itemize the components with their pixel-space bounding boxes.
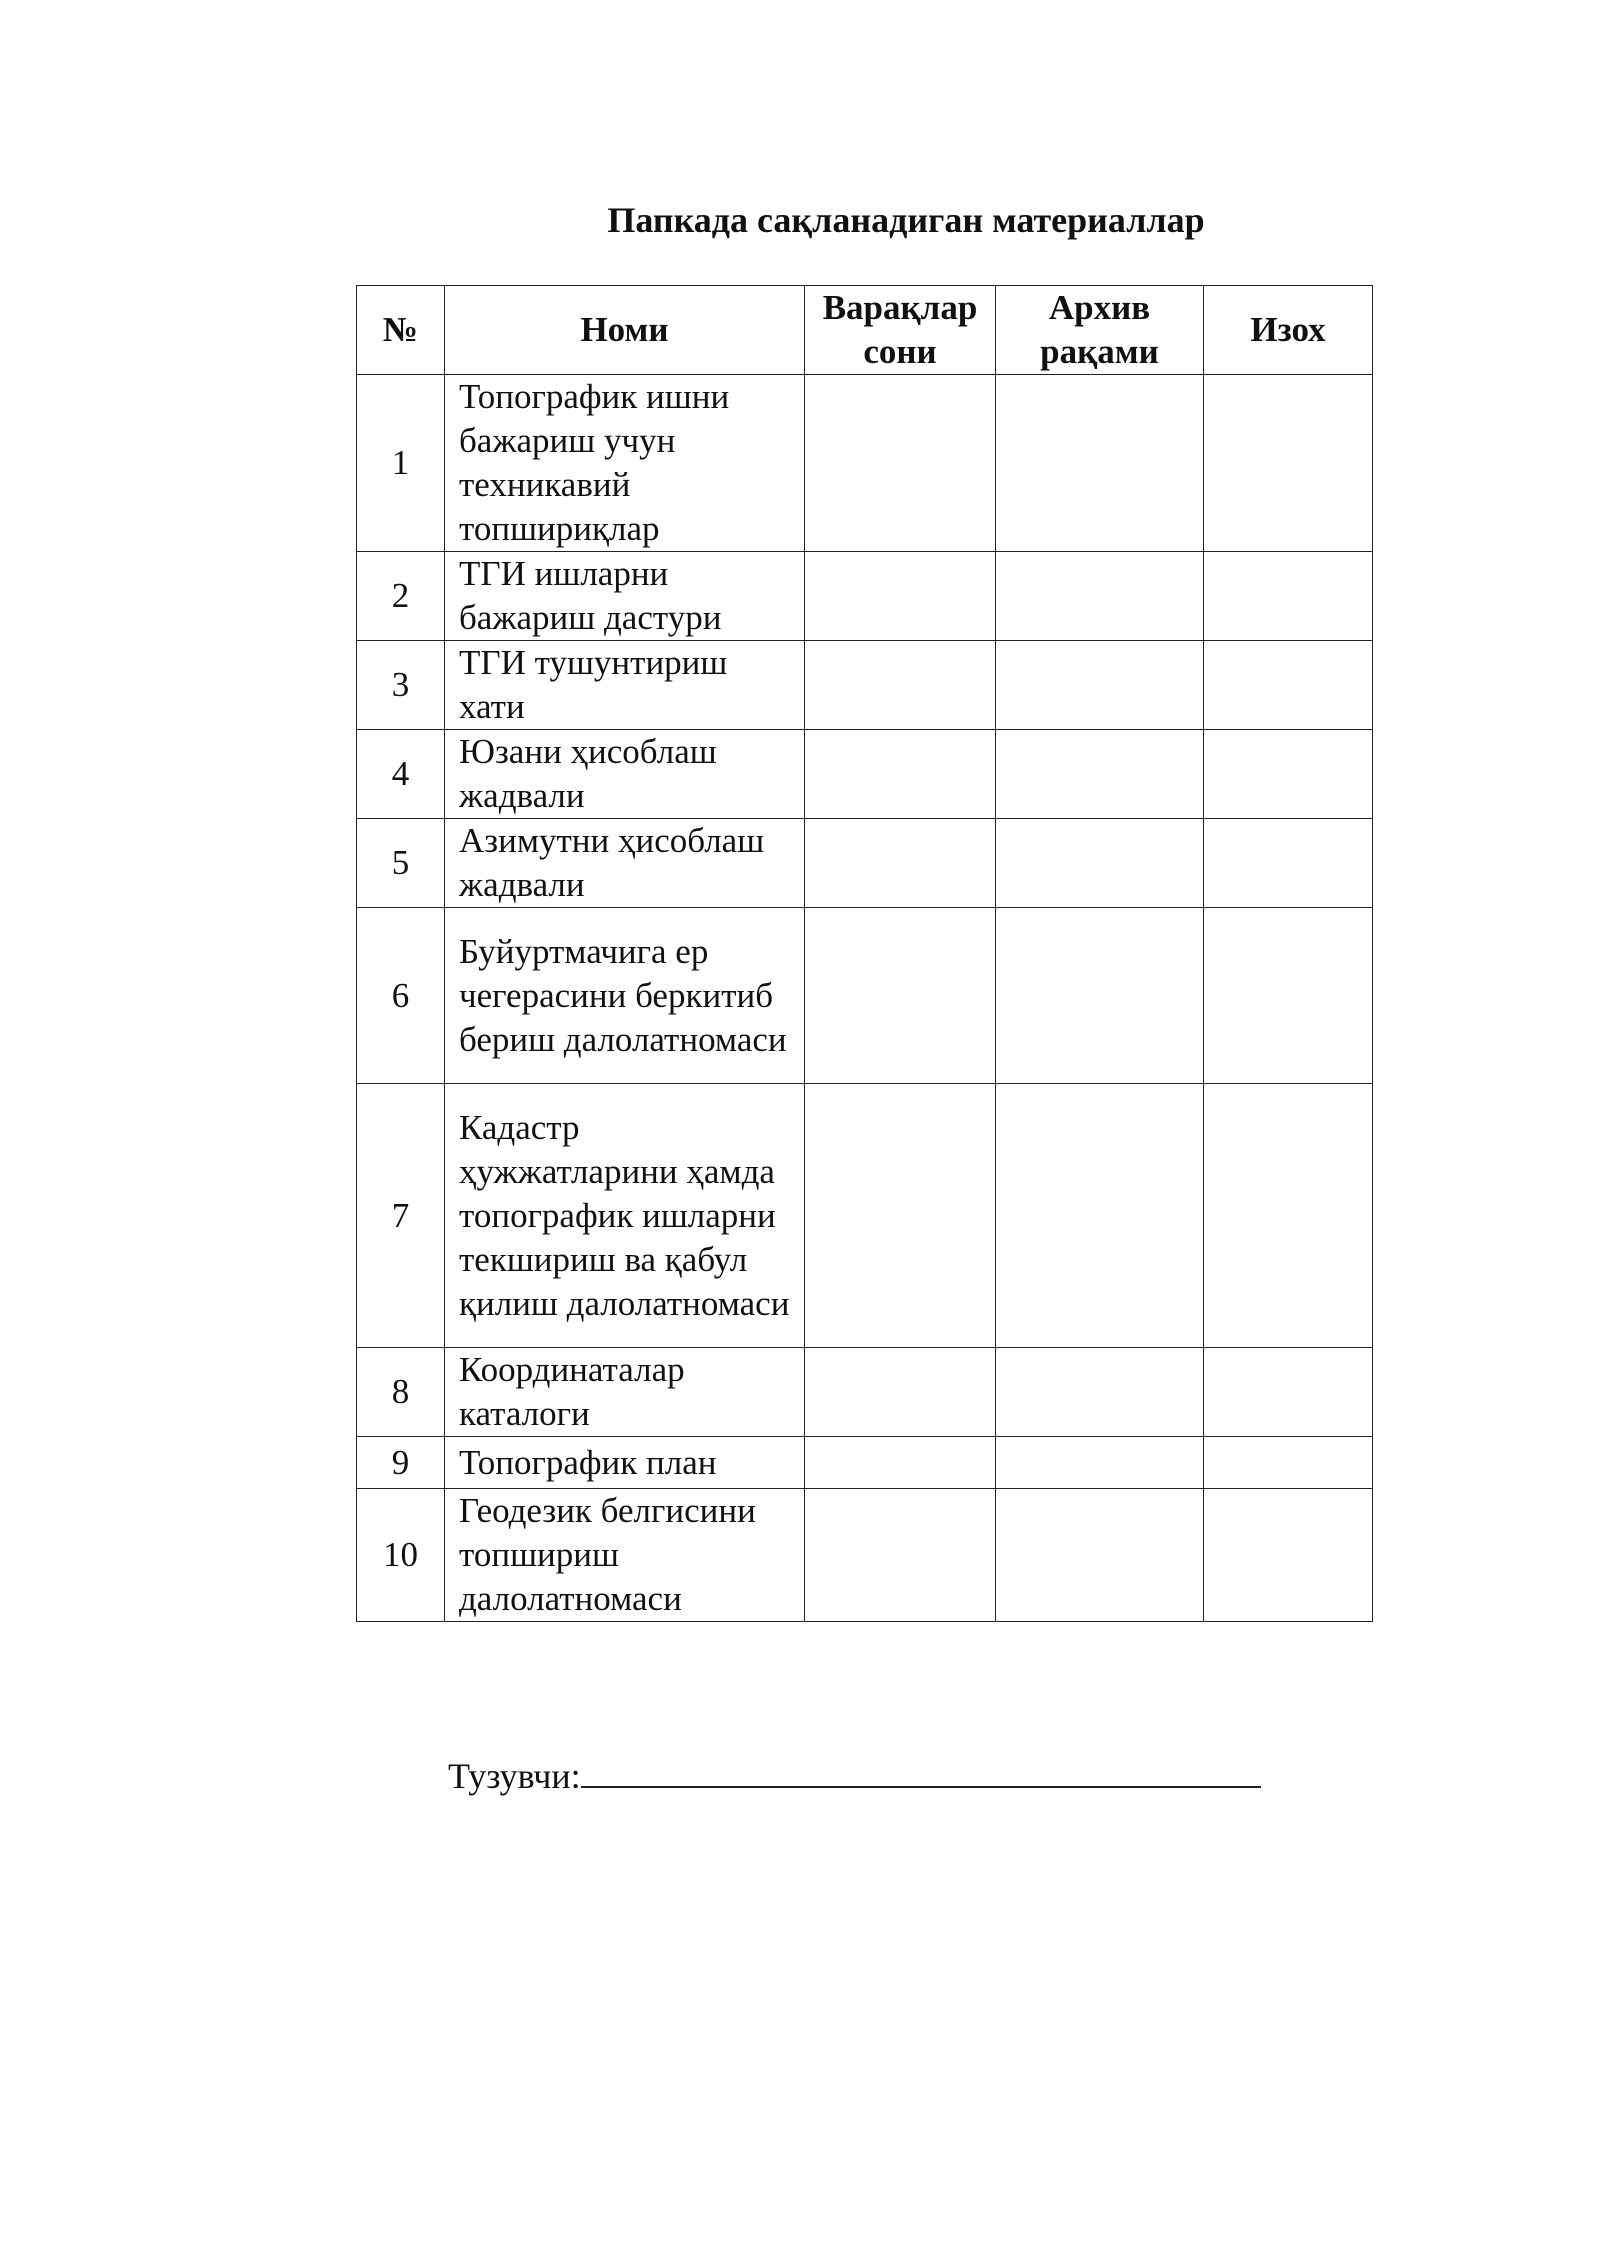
row-archive-cell: [996, 1084, 1204, 1348]
column-header-note: Изох: [1204, 286, 1373, 375]
row-note-cell: [1204, 908, 1373, 1084]
row-sheets-cell: [805, 375, 996, 552]
row-archive-cell: [996, 908, 1204, 1084]
row-note-cell: [1204, 730, 1373, 819]
row-number: 8: [357, 1348, 445, 1437]
row-name: Кадастр ҳужжатларини ҳамда топографик ишларни текшириш ва қабул қилиш далолатномаси: [445, 1084, 805, 1348]
row-sheets-cell: [805, 730, 996, 819]
row-note-cell: [1204, 819, 1373, 908]
row-name: ТГИ тушунтириш хати: [445, 641, 805, 730]
page-title: Папкада сақланадиган материаллар: [607, 200, 1205, 240]
row-archive-cell: [996, 552, 1204, 641]
row-name: Буйуртмачига ер чегерасини беркитиб бериш далолатномаси: [445, 908, 805, 1084]
row-sheets-cell: [805, 1084, 996, 1348]
table-row: [357, 1489, 1373, 1622]
row-sheets-cell: [805, 908, 996, 1084]
row-archive-cell: [996, 730, 1204, 819]
row-note-cell: [1204, 1084, 1373, 1348]
row-sheets-cell: [805, 641, 996, 730]
table-row: [357, 375, 1373, 552]
row-sheets-cell: [805, 1348, 996, 1437]
signature-line[interactable]: [581, 1746, 1261, 1788]
row-sheets-cell: [805, 1437, 996, 1489]
row-note-cell: [1204, 1437, 1373, 1489]
row-name: Юзани ҳисоблаш жадвали: [445, 730, 805, 819]
row-name: Координаталар каталоги: [445, 1348, 805, 1437]
row-note-cell: [1204, 1348, 1373, 1437]
row-sheets-cell: [805, 552, 996, 641]
row-number: 10: [357, 1489, 445, 1622]
row-sheets-cell: [805, 1489, 996, 1622]
table-header-row: [357, 286, 1373, 375]
row-note-cell: [1204, 375, 1373, 552]
row-name: Топографик ишни бажариш учун техникавий топшириқлар: [445, 375, 805, 552]
table-row: [357, 1437, 1373, 1489]
row-archive-cell: [996, 1437, 1204, 1489]
row-number: 3: [357, 641, 445, 730]
row-archive-cell: [996, 375, 1204, 552]
row-number: 9: [357, 1437, 445, 1489]
signature-block: [448, 1746, 1261, 1804]
table-row: [357, 819, 1373, 908]
row-note-cell: [1204, 1489, 1373, 1622]
column-header-archive: Архив рақами: [996, 286, 1204, 375]
row-note-cell: [1204, 641, 1373, 730]
row-sheets-cell: [805, 819, 996, 908]
materials-table: [356, 285, 1373, 1622]
signature-label: Тузувчи:: [448, 1756, 581, 1796]
row-number: 6: [357, 908, 445, 1084]
row-name: Азимутни ҳисоблаш жадвали: [445, 819, 805, 908]
row-number: 1: [357, 375, 445, 552]
row-name: ТГИ ишларни бажариш дастури: [445, 552, 805, 641]
table-row: [357, 1084, 1373, 1348]
row-archive-cell: [996, 1348, 1204, 1437]
row-name: Топографик план: [445, 1437, 805, 1489]
table-row: [357, 1348, 1373, 1437]
table-row: [357, 730, 1373, 819]
row-note-cell: [1204, 552, 1373, 641]
row-name: Геодезик белгисини топшириш далолатномаси: [445, 1489, 805, 1622]
column-header-number: №: [357, 286, 445, 375]
table-row: [357, 552, 1373, 641]
row-number: 4: [357, 730, 445, 819]
column-header-name: Номи: [445, 286, 805, 375]
column-header-sheets: Варақлар сони: [805, 286, 996, 375]
row-number: 7: [357, 1084, 445, 1348]
table-row: [357, 641, 1373, 730]
row-number: 2: [357, 552, 445, 641]
row-archive-cell: [996, 819, 1204, 908]
table-row: [357, 908, 1373, 1084]
row-archive-cell: [996, 641, 1204, 730]
row-number: 5: [357, 819, 445, 908]
row-archive-cell: [996, 1489, 1204, 1622]
